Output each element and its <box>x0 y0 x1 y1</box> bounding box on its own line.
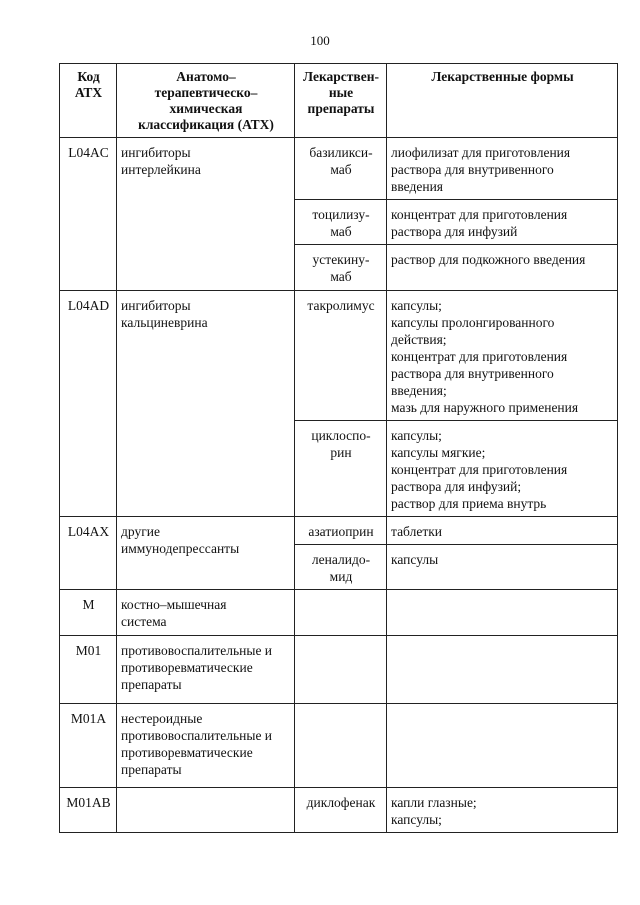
drug-name-line: мид <box>329 569 353 584</box>
header-drugs-line: ные <box>328 85 354 100</box>
classification-line: нестероидные <box>121 711 203 726</box>
drug-cell <box>295 636 387 704</box>
dosage-form-line: капсулы; <box>391 298 442 313</box>
classification-line: противоревматические <box>121 745 253 760</box>
table-body <box>60 138 618 833</box>
page-number: 100 <box>310 33 330 48</box>
table-row <box>60 517 618 545</box>
atx-code-cell: M <box>60 590 117 636</box>
header-code-line: АТХ <box>74 85 103 100</box>
dosage-forms-cell <box>387 138 618 200</box>
header-forms <box>387 64 618 138</box>
drug-name-line: маб <box>330 162 352 177</box>
atx-code-cell: M01AB <box>60 788 117 833</box>
header-drugs-line: Лекарствен- <box>303 69 379 84</box>
drug-name-line: такролимус <box>307 298 375 313</box>
drug-name-line: циклоспо- <box>311 428 371 443</box>
table-row <box>60 590 618 636</box>
atx-code-cell: L04AC <box>60 138 117 291</box>
classification-line: иммунодепрессанты <box>121 541 240 556</box>
drug-cell <box>295 704 387 788</box>
atx-code-cell: L04AX <box>60 517 117 590</box>
dosage-form-line: капли глазные; <box>391 795 477 810</box>
table-row <box>60 704 618 788</box>
atx-classification-cell <box>117 590 295 636</box>
drug-name-line: тоцилизу- <box>312 207 370 222</box>
atx-code-cell: L04AD <box>60 291 117 517</box>
dosage-forms-cell <box>387 636 618 704</box>
header-row <box>60 64 618 138</box>
dosage-form-line: капсулы; <box>391 812 442 827</box>
drug-name-line: устекину- <box>312 252 370 267</box>
header-classification-line: классификация (АТХ) <box>138 117 274 132</box>
atx-classification-cell <box>117 704 295 788</box>
classification-line: кальциневрина <box>121 315 208 330</box>
dosage-forms-cell <box>387 545 618 590</box>
atx-classification-cell <box>117 636 295 704</box>
atx-classification-cell <box>117 291 295 517</box>
drug-name-line: азатиоприн <box>308 524 374 539</box>
drug-name-line: маб <box>330 269 352 284</box>
drug-cell <box>295 545 387 590</box>
drug-cell <box>295 421 387 517</box>
atx-table <box>59 63 618 833</box>
drug-name-line: рин <box>330 445 352 460</box>
atx-classification-cell <box>117 788 295 833</box>
dosage-form-line: капсулы; <box>391 428 442 443</box>
dosage-form-line: раствора для инфузий; <box>391 479 522 494</box>
drug-cell <box>295 291 387 421</box>
dosage-form-line: раствор для подкожного введения <box>391 252 586 267</box>
dosage-forms-cell <box>387 590 618 636</box>
dosage-forms-cell <box>387 200 618 245</box>
dosage-form-line: лиофилизат для приготовления <box>391 145 571 160</box>
atx-code-cell: M01 <box>60 636 117 704</box>
drug-cell <box>295 200 387 245</box>
classification-line: препараты <box>121 762 182 777</box>
drug-cell <box>295 517 387 545</box>
header-drugs <box>295 64 387 138</box>
drug-name-line: леналидо- <box>311 552 371 567</box>
dosage-forms-cell <box>387 517 618 545</box>
table-row <box>60 291 618 421</box>
dosage-forms-cell <box>387 291 618 421</box>
classification-line: ингибиторы <box>121 145 191 160</box>
dosage-form-line: введения; <box>391 383 447 398</box>
drug-name-line: базиликси- <box>309 145 373 160</box>
classification-line: другие <box>121 524 160 539</box>
dosage-form-line: капсулы мягкие; <box>391 445 486 460</box>
classification-line: противоревматические <box>121 660 253 675</box>
table-row <box>60 788 618 833</box>
header-classification <box>117 64 295 138</box>
dosage-form-line: раствора для внутривенного <box>391 162 554 177</box>
dosage-form-line: капсулы пролонгированного <box>391 315 555 330</box>
dosage-form-line: таблетки <box>391 524 443 539</box>
dosage-form-line: действия; <box>391 332 447 347</box>
dosage-forms-cell <box>387 704 618 788</box>
drug-cell <box>295 788 387 833</box>
dosage-form-line: концентрат для приготовления <box>391 207 568 222</box>
drug-name-line: маб <box>330 224 352 239</box>
classification-line: ингибиторы <box>121 298 191 313</box>
header-drugs-line: препараты <box>307 101 375 116</box>
header-forms-line: Лекарственные формы <box>431 69 574 84</box>
table-row <box>60 636 618 704</box>
classification-line: система <box>121 614 167 629</box>
dosage-form-line: концентрат для приготовления <box>391 462 568 477</box>
dosage-form-line: введения <box>391 179 444 194</box>
drug-cell <box>295 138 387 200</box>
atx-classification-cell <box>117 138 295 291</box>
classification-line: интерлейкина <box>121 162 201 177</box>
drug-name-line: диклофенак <box>306 795 376 810</box>
classification-line: костно–мышечная <box>121 597 227 612</box>
dosage-form-line: раствора для внутривенного <box>391 366 554 381</box>
header-classification-line: терапевтическо– <box>154 85 258 100</box>
classification-line: противовоспалительные и <box>121 728 273 743</box>
atx-classification-cell <box>117 517 295 590</box>
dosage-forms-cell <box>387 788 618 833</box>
dosage-forms-cell <box>387 421 618 517</box>
dosage-form-line: раствора для инфузий <box>391 224 518 239</box>
dosage-form-line: мазь для наружного применения <box>391 400 579 415</box>
dosage-form-line: раствор для приема внутрь <box>391 496 547 511</box>
drug-cell <box>295 245 387 291</box>
dosage-form-line: концентрат для приготовления <box>391 349 568 364</box>
header-code-line: Код <box>77 69 100 84</box>
atx-code-cell: M01A <box>60 704 117 788</box>
dosage-form-line: капсулы <box>391 552 439 567</box>
drug-cell <box>295 590 387 636</box>
dosage-forms-cell <box>387 245 618 291</box>
classification-line: препараты <box>121 677 182 692</box>
header-code <box>60 64 117 138</box>
header-classification-line: Анатомо– <box>176 69 236 84</box>
classification-line: противовоспалительные и <box>121 643 273 658</box>
header-classification-line: химическая <box>169 101 243 116</box>
table-row <box>60 138 618 200</box>
